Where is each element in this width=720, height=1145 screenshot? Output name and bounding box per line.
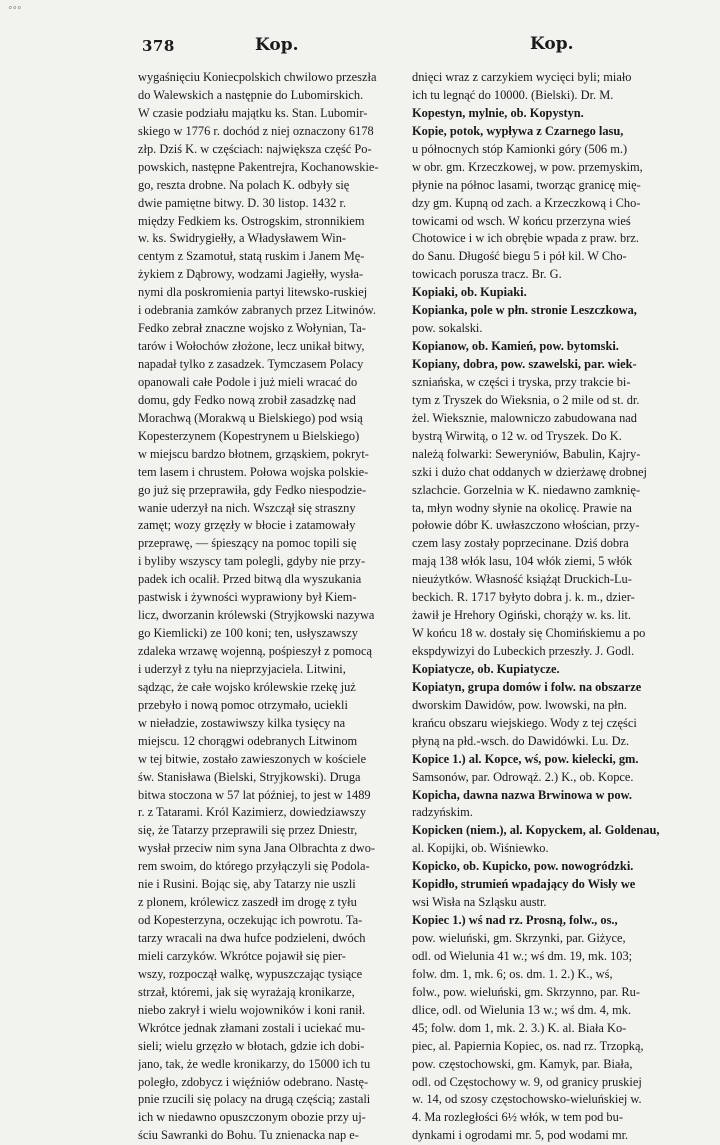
text-line: i byliby wszyscy tam polegli, gdyby nie przy- (138, 554, 366, 569)
text-line: padek ich ocalił. Przed bitwą dla wyszukania (138, 572, 362, 587)
text-line: bitwa stoczona w 57 lat później, to jest w 1489 (138, 787, 371, 802)
text-line: zdaleka wrzawę wojenną, pośpieszył z pomocą (138, 644, 372, 658)
text-line: między Fedkiem ks. Ostrogskim, stronnikiem (138, 213, 365, 228)
entry-headword-line: Kopiatycze, ob. Kupiatycze. (412, 661, 560, 676)
text-line: centym z Szamotuł, statą ruskim i Janem Mę- (138, 249, 365, 264)
text-line: ich tu legnąć do 10000. (Bielski). Dr. M. (412, 87, 614, 102)
text-line: niebo zakrył i wielu wojowników i koni ranił. (138, 1002, 366, 1017)
text-line: ekspdywizyi do Lubeckich przeszły. J. Godl. (412, 644, 635, 658)
text-line: nieużytków. Własność książąt Druckich-Lu- (412, 572, 632, 587)
text-line: w. ks. Swidrygiełły, a Władysławem Win- (138, 231, 347, 246)
text-line: towicach porusza tracz. Br. G. (412, 267, 562, 282)
text-line: przeprawę, — śpieszący na pomoc topili się (138, 536, 357, 551)
text-line: W czasie podziału majątku ks. Stan. Lubomir- (138, 105, 368, 120)
text-line: wysłał przeciw nim syna Jana Olbrachta z dwo- (138, 841, 376, 856)
text-line: ściu Sawranki do Bohu. Tu znienacka nap e- (138, 1128, 359, 1143)
text-line: odl. od Częstochowy w. 9, od granicy pruskiej (412, 1074, 642, 1089)
right-text-column (412, 69, 686, 1145)
text-line: Fedko zebrał znaczne wojsko z Wołynian, Ta- (138, 321, 366, 336)
text-line: szlachcie. Gorzelnia w K. niedawno zamknię- (412, 482, 641, 497)
text-line: domu, gdy Fedko nową zrobił zasadzkę nad (138, 392, 356, 407)
text-line: al. Kopijki, ob. Wiśniewko. (412, 841, 549, 856)
text-line: od Kopesterzyna, oczekując ich powrotu. Ta- (138, 913, 363, 928)
corner-mark: °°° (8, 6, 22, 16)
text-line: u północnych stóp Kamionki góry (506 m.) (412, 141, 628, 156)
text-line: skiego w 1776 r. dochód z niej oznaczony 6178 (138, 123, 374, 138)
text-line: W końcu 18 w. dostały się Chomińskiemu a po (412, 626, 646, 641)
text-line: w miejscu bardzo błotnem, grząskiem, pokryt- (138, 446, 369, 461)
text-line: go już się przeprawiła, gdy Fedko niespodzie- (138, 482, 367, 497)
entry-headword-line: Kopice 1.) al. Kopce, wś, pow. kielecki, gm. (412, 751, 639, 766)
text-line: sądząc, że całe wojsko królewskie rzekę już (138, 679, 356, 694)
entry-headword-line: Kopiaki, ob. Kupiaki. (412, 285, 527, 300)
text-line: i odebrania zamków zabranych przez Litwinów. (138, 303, 376, 318)
entry-headword-line: Kopicko, ob. Kupicko, pow. nowogródzki. (412, 859, 634, 874)
entry-headword-line: Kopestyn, mylnie, ob. Kopystyn. (412, 105, 584, 120)
text-line: tym z Tryszek do Wieksnia, o 2 mile od st. dr. (412, 392, 640, 407)
text-line: pow. wieluński, gm. Skrzynki, par. Giżyce, (412, 931, 626, 945)
text-line: krańcu obszaru wiejskiego. Wody z tej części (412, 715, 637, 730)
text-line: wsi Wisła na Szląsku austr. (412, 895, 547, 910)
text-line: beckich. R. 1717 byłyto dobra j. k. m., dzier- (412, 590, 635, 605)
text-line: mają 138 włók lasu, 104 włók ziemi, 5 włók (412, 554, 633, 569)
text-line: płynie na północ lasami, tworząc granicę mię- (412, 177, 641, 192)
text-line: powskich, następne Pakentrejra, Kochanowskie- (138, 159, 379, 174)
text-line: dnięci wraz z carzykiem wycięci byli; miało (412, 70, 632, 84)
text-line: go Kiemlicki) ze 100 koni; ten, usłyszawszy (138, 626, 358, 641)
text-line: go, reszta drobne. Na polach K. odbyły się (138, 177, 350, 192)
text-line: wszy, rozpoczął walkę, wypuszczając tysiące (138, 966, 363, 981)
text-line: sieli; wielu grzęzło w błotach, gdzie ich dobi- (138, 1038, 365, 1053)
entry-headword-line: Kopie, potok, wypływa z Czarnego lasu, (412, 123, 624, 138)
text-line: rem swoim, do którego przyłączyli się Podola- (138, 859, 370, 874)
text-line: towicami od wsch. W końcu przerzyna wieś (412, 213, 631, 228)
text-line: opanowali całe Podole i już mieli wracać do (138, 374, 358, 389)
entry-headword-line: Kopiatyn, grupa domów i folw. na obszarze (412, 679, 642, 694)
text-line: tarzy wracali na dwa hufce podzieleni, dwóch (138, 931, 366, 945)
text-line: w tej bitwie, zostało zawieszonych w kościele (138, 751, 367, 766)
text-line: 45; folw. dom 1, mk. 2. 3.) K. al. Biała Ko- (412, 1020, 627, 1035)
text-line: zamęt; wozy grzęzły w błocie i zatamowały (138, 518, 356, 533)
text-line: się, że Tatarzy przeprawili się przez Dniestr, (138, 823, 358, 838)
text-line: poległo, zdobycz i więźniów odebrano. Nastę- (138, 1074, 369, 1089)
text-line: r. z Tatarami. Król Kazimierz, dowiedziawszy (138, 805, 367, 820)
entry-headword-line: Kopicha, dawna nazwa Brwinowa w pow. (412, 787, 632, 802)
text-line: radzyńskim. (412, 805, 473, 820)
text-line: dynkami i ogrodami mr. 5, pod wodami mr. (412, 1128, 629, 1143)
text-line: nymi dla poskromienia partyi litewsko-ruskiej (138, 285, 368, 300)
entry-headword-line: Kopiec 1.) wś nad rz. Prosną, folw., os., (412, 913, 618, 928)
text-line: wanie uderzył na nich. Wszczął się straszny (138, 500, 356, 515)
text-line: ta, młyn wodny słynie na okolicę. Prawie na (412, 500, 632, 515)
text-line: Samsonów, par. Odrowąż. 2.) K., ob. Kopce. (412, 769, 634, 784)
text-line: dwie pamiętne bitwy. D. 30 listop. 1432 r. (138, 195, 347, 210)
text-line: jano, tak, że wedle kronikarzy, do 15000 ich tu (138, 1056, 371, 1071)
text-line: licz, dworzanin królewski (Stryjkowski nazywa (138, 608, 375, 623)
text-line: złp. Dziś K. w częściach: największa część Po- (138, 141, 372, 156)
text-line: tarów i Wołochów złożone, lecz unikał bitwy, (138, 339, 365, 354)
text-line: w. 14, od szosy częstochowsko-wieluńskiej w. (412, 1092, 642, 1107)
text-line: odl. od Wielunia 41 w.; wś dm. 19, mk. 103; (412, 948, 633, 963)
text-line: miejscu. 12 chorągwi odebranych Litwinom (138, 733, 358, 748)
text-line: dworskim Dawidów, pow. lwowski, na płn. (412, 697, 627, 712)
text-line: żykiem z Dąbrowy, wodzami Jagiełły, wysła- (138, 267, 364, 282)
text-line: Morachwą (Morakwą u Bielskiego) pod wsią (138, 410, 363, 425)
text-line: żawił je Hrehory Ogiński, chorąży w. ks. lit. (412, 608, 632, 623)
text-line: 4. Ma rozległości 6½ włók, w tem pod bu- (412, 1110, 623, 1125)
text-line: pnie rzucili się polacy na drugą częścią; zastali (138, 1092, 371, 1107)
entry-headword-line: Kopianka, pole w płn. stronie Leszczkowa, (412, 303, 637, 318)
text-line: piec, al. Papiernia Kopiec, os. nad rz. Trzopką, (412, 1038, 644, 1053)
entry-headword-line: Kopianow, ob. Kamień, pow. bytomski. (412, 339, 619, 354)
left-running-head: Kop. (255, 35, 299, 55)
text-line: płyną na płd.-wsch. do Dawidówki. Lu. Dz. (412, 733, 630, 748)
text-line: bystrą Wirwitą, o 12 w. od Tryszek. Do K. (412, 428, 622, 443)
text-line: przebyło i nową pomoc otrzymało, uciekli (138, 697, 348, 712)
text-line: folw., pow. wieluński, gm. Skrzynno, par. Ru- (412, 984, 640, 999)
text-line: pow. sokalski. (412, 321, 483, 336)
right-running-head: Kop. (530, 34, 574, 54)
text-line: napadał tylko z zasadzek. Tymczasem Polacy (138, 357, 364, 371)
text-line: z plonem, królewicz zaszedł im drogę z tyłu (138, 895, 357, 910)
text-line: św. Stanisława (Bielski, Stryjkowski). Druga (138, 769, 361, 784)
text-line: należą folwarki: Seweryniów, Babulin, Kajry- (412, 446, 641, 461)
left-text-column (138, 69, 402, 1145)
text-line: nie i Rusini. Bojąc się, aby Tatarzy nie uszli (138, 877, 356, 892)
text-line: Wkrótce jednak złamani zostali i uciekać mu- (138, 1020, 366, 1035)
text-line: dzy gm. Kupną od zach. a Krzeczkową i Cho- (412, 195, 641, 210)
text-line: wygaśnięciu Koniecpolskich chwilowo przeszła (138, 70, 377, 84)
text-line: Chotowice i w ich obrębie wpada z praw. brz. (412, 231, 639, 246)
text-line: pastwisk i żywności wyprawiony był Kiem- (138, 590, 357, 605)
text-line: tem lasem i chrustem. Połowa wojska polskie- (138, 464, 369, 479)
text-line: w nieładzie, zostawiwszy kilka tysięcy na (138, 715, 346, 730)
text-line: strzał, któremi, jak się wyrażają kronikarze, (138, 984, 355, 999)
text-line: ich w niedawno opuszczonym obozie przy uj- (138, 1110, 366, 1125)
text-line: czem lasy zostały poprzecinane. Dziś dobra (412, 536, 629, 551)
page-number: 378 (142, 37, 175, 55)
text-line: pow. częstochowski, gm. Kamyk, par. Biała, (412, 1056, 633, 1071)
text-line: mieli carzyków. Wkrótce pojawił się pier- (138, 948, 346, 963)
text-line: szki i dużo chat oddanych w dzierżawę drobnej (412, 464, 647, 479)
text-line: szniańska, w części i tryska, przy trakcie bi- (412, 374, 631, 389)
text-line: żel. Wieksznie, malowniczo zabudowana nad (412, 410, 637, 425)
text-line: dlice, odl. od Wielunia 13 w.; wś dm. 4, mk. (412, 1002, 632, 1017)
text-line: do Sanu. Długość biegu 5 i pół kil. W Cho- (412, 249, 627, 264)
entry-headword-line: Kopiany, dobra, pow. szawelski, par. wiek- (412, 357, 637, 371)
text-line: folw. dm. 1, mk. 6; os. dm. 1. 2.) K., wś, (412, 966, 613, 981)
entry-headword-line: Kopidło, strumień wpadający do Wisły we (412, 877, 636, 892)
text-line: Kopesterzynem (Kopestrynem u Bielskiego) (138, 428, 360, 443)
entry-headword-line: Kopicken (niem.), al. Kopyckem, al. Goldenau, (412, 823, 660, 838)
text-line: i uderzył z tyłu na nieprzyjaciela. Litwini, (138, 661, 346, 676)
text-line: połowie dóbr K. uwłaszczono włościan, przy- (412, 518, 640, 533)
text-line: do Walewskich a następnie do Lubomirskich. (138, 87, 364, 102)
text-line: w obr. gm. Krzeczkowej, w pow. przemyskim, (412, 159, 643, 174)
